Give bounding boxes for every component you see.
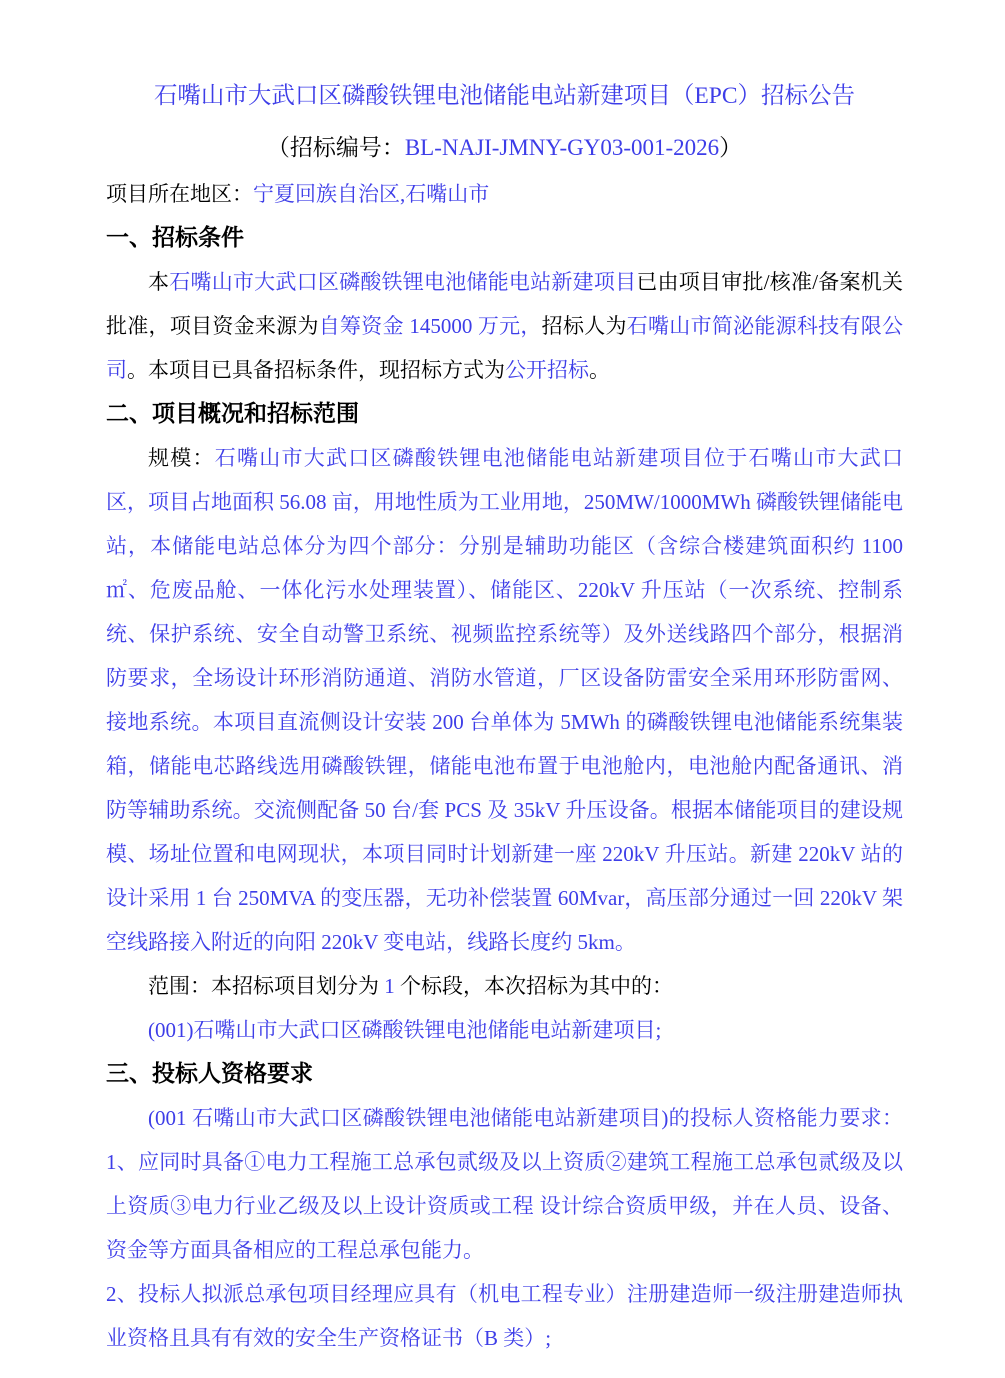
tender-number-code: BL-NAJI-JMNY-GY03-001-2026 <box>404 135 720 160</box>
text-segment: 本 <box>148 270 170 294</box>
lot-001-text: (001)石嘴山市大武口区磷酸铁锂电池储能电站新建项目; <box>148 1018 662 1042</box>
section-2-heading: 二、项目概况和招标范围 <box>106 401 359 426</box>
text-segment: 范围：本招标项目划分为 <box>148 974 385 998</box>
tender-method-text: 公开招标 <box>505 358 589 382</box>
text-segment: 。 <box>589 358 610 382</box>
tender-number-prefix: （招标编号： <box>266 135 405 160</box>
tender-number-suffix: ） <box>719 135 743 160</box>
section-1-heading: 一、招标条件 <box>106 225 244 250</box>
section-3-heading: 三、投标人资格要求 <box>106 1061 313 1086</box>
page-title: 石嘴山市大武口区磷酸铁锂电池储能电站新建项目（EPC）招标公告 <box>153 83 856 109</box>
lot-001-line <box>106 1008 903 1052</box>
project-location-label: 项目所在地区： <box>106 182 253 206</box>
qualification-paragraph-2 <box>106 1272 903 1360</box>
text-segment: 个标段，本次招标为其中的： <box>394 974 673 998</box>
tenderee-name-text: 石嘴山市简泌能源科技有限公司 <box>106 314 904 382</box>
funding-source-text: 自筹资金 145000 万元， <box>318 314 542 338</box>
tender-number-line <box>106 124 903 172</box>
project-location-line <box>106 172 903 216</box>
qualification-text-2: 2、投标人拟派总承包项目经理应具有（机电工程专业）注册建造师一级注册建造师执业资格且具有有效的安全生产资格证书（B 类）; <box>106 1282 903 1350</box>
text-segment: 已由项目审批/核准/备案机关批准，项目资金来源为 <box>106 270 904 338</box>
scale-label: 规模： <box>148 446 215 470</box>
text-segment: 。本项目已具备招标条件，现招标方式为 <box>127 358 505 382</box>
qualification-paragraph-1 <box>106 1096 903 1272</box>
project-location-value: 宁夏回族自治区,石嘴山市 <box>253 182 490 206</box>
lot-count-text: 1 <box>384 974 395 998</box>
text-segment: 招标人为 <box>541 314 627 338</box>
project-name-text: 石嘴山市大武口区磷酸铁锂电池储能电站新建项目 <box>169 270 637 294</box>
tender-scope-line <box>106 964 903 1008</box>
scale-description-text: 石嘴山市大武口区磷酸铁锂电池储能电站新建项目位于石嘴山市大武口区，项目占地面积 56.08 亩，用地性质为工业用地，250MW/1000MWh 磷酸铁锂储能电站，本储能电站总体分为四个部分：分别是辅助功能区（含综合楼建筑面积约 1100㎡、危废品舱、一体化污水处理装置）、储能区、220kV 升压站（一次系统、控制系统、保护系统、安全自动警卫系统、视频监控系统等）及外送线路四个部分，根据消防要求，全场设计环形消防通道、消防水管道，厂区设备防雷安全采用环形防雷网、接地系统。本项目直流侧设计安装 200 台单体为 5MWh 的磷酸铁锂电池储能系统集装箱，储能电芯路线选用磷酸铁锂，储能电池布置于电池舱内，电池舱内配备通讯、消防等辅助系统。交流侧配备 50 台/套 PCS 及 35kV 升压设备。根据本储能项目的建设规模、场址位置和电网现状，本项目同时计划新建一座 220kV 升压站。新建 220kV 站的设计采用 1 台 250MVA 的变压器，无功补偿装置 60Mvar，高压部分通过一回 220kV 架空线路接入附近的向阳 220kV 变电站，线路长度约 5km。 <box>106 446 904 954</box>
qualification-text-1: (001 石嘴山市大武口区磷酸铁锂电池储能电站新建项目)的投标人资格能力要求：1、应同时具备①电力工程施工总承包贰级及以上资质②建筑工程施工总承包贰级及以上资质③电力行业乙级及以上设计资质或工程 设计综合资质甲级，并在人员、设备、资金等方面具备相应的工程总承包能力。 <box>106 1106 903 1262</box>
section-1-paragraph <box>106 260 903 392</box>
project-scale-paragraph <box>106 436 903 964</box>
